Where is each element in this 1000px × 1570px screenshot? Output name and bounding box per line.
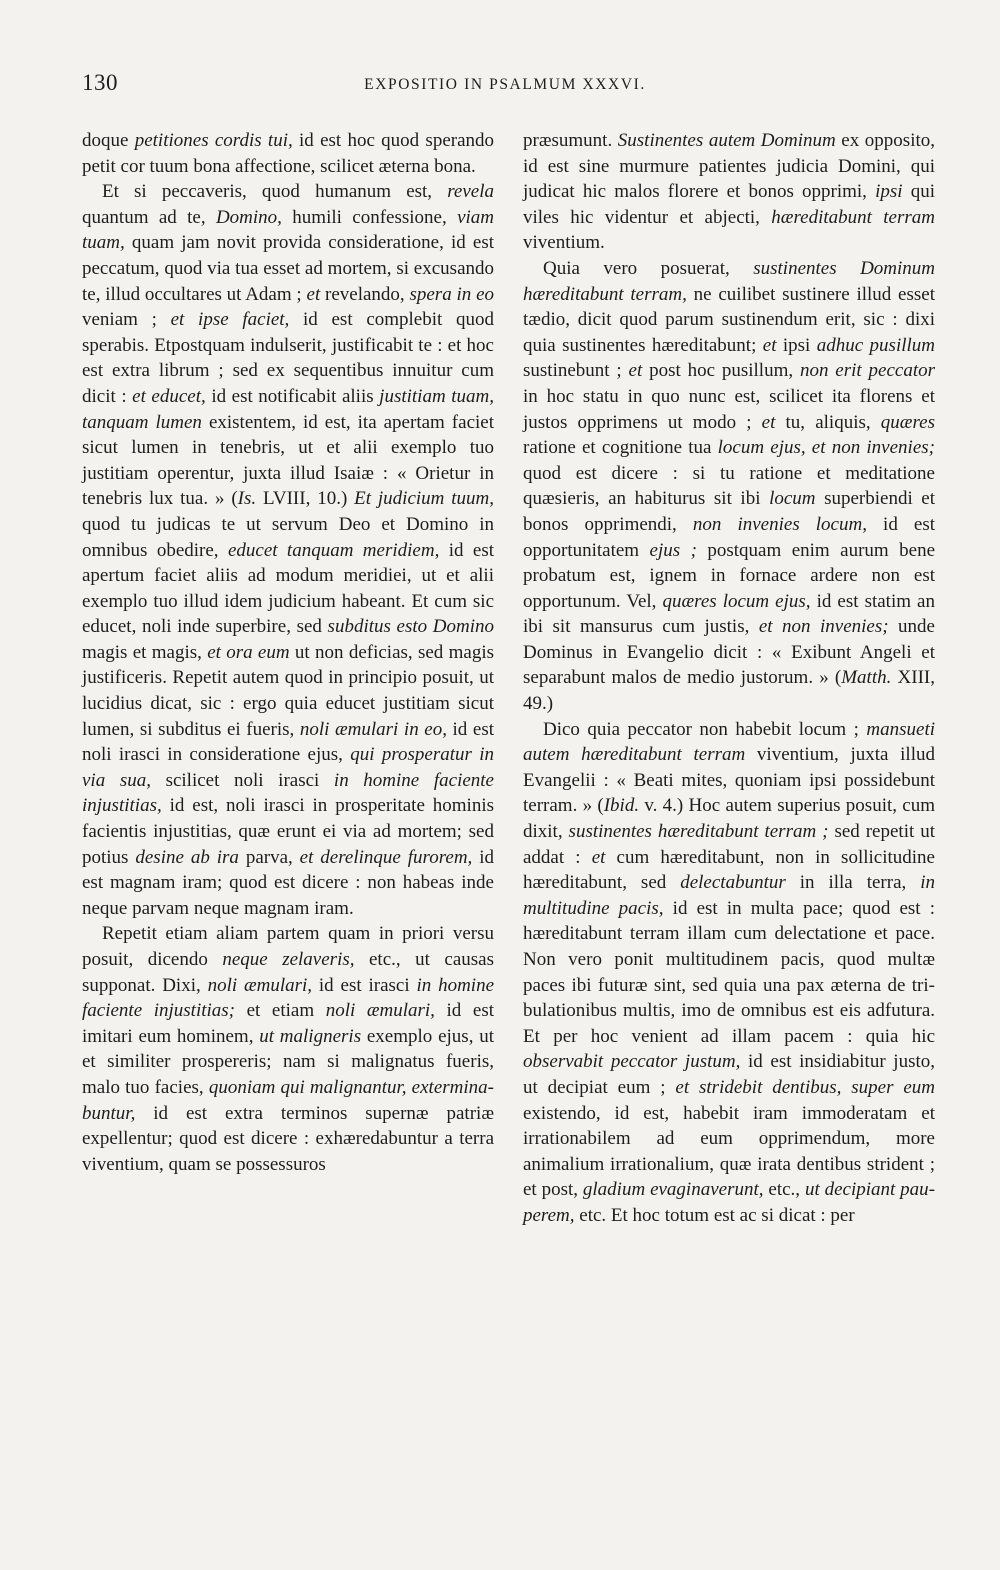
text-run: ne cuilibet sustinere illud esset tædio, dicit quod parum sustinendum erit, sic : dixi quia sustinentes hæreditabunt;	[523, 283, 935, 356]
left-column	[82, 128, 494, 1177]
italic-text: delectabuntur	[680, 872, 786, 894]
italic-text: Domino,	[215, 206, 282, 228]
text-run: tu, aliquis,	[775, 411, 881, 433]
text-run: quam jam novit provida consideratione, id est peccatum, quod via tua esset ad mortem, si excusando te, illud occultares ut Adam ;	[82, 232, 494, 305]
text-run: XIII, 49.)	[523, 667, 935, 715]
italic-text: observabit peccator justum,	[523, 1051, 741, 1073]
italic-text: educet tanquam meridiem,	[227, 539, 440, 561]
page-number: 130	[82, 70, 118, 95]
text-run: quod tu judicas te ut servum Deo et Domino in omnibus obedire,	[82, 513, 494, 561]
italic-text: desine ab ira	[135, 846, 239, 868]
italic-text: et ora eum	[207, 641, 290, 663]
italic-text: non erit peccator	[799, 360, 935, 382]
text-run: etc.,	[763, 1179, 805, 1201]
italic-text: in homine faciente injustitias;	[82, 974, 495, 1022]
paragraph	[523, 256, 935, 717]
italic-text: quæres locum ejus,	[662, 590, 811, 612]
italic-text: noli æmulari,	[325, 1000, 435, 1022]
italic-text: neque zelaveris,	[222, 949, 355, 970]
text-run: Repetit etiam aliam partem quam in priori versu posuit, dicendo	[82, 923, 494, 970]
running-title: EXPOSITIO IN PSALMUM XXXVI.	[364, 76, 646, 93]
text-run: cum hæreditabunt, non in sollicitudine hæreditabunt, sed	[523, 846, 935, 894]
text-run: id est notificabit aliis	[205, 385, 380, 407]
text-run: post hoc pusillum,	[642, 360, 800, 382]
text-run: humili confessione,	[281, 206, 458, 228]
italic-text: et educet,	[132, 385, 206, 407]
text-run: id est opportunitatem	[523, 513, 935, 561]
italic-text: locum	[769, 488, 816, 510]
text-run: qui viles hic videntur et abjecti,	[523, 181, 935, 228]
text-run: parva,	[238, 846, 300, 868]
text-run: Quia vero posuerat,	[543, 257, 754, 279]
text-run: quod est dicere : si tu ratione et meditatione quæsieris, an habiturus sit ibi	[523, 462, 935, 510]
italic-text: non invenies locum,	[692, 513, 867, 535]
italic-text: adhuc pusillum	[816, 334, 936, 356]
paragraph	[82, 179, 494, 921]
text-run: id est complebit quod sperabis. Etpostquam indulserit, justificabit te : et hoc est extra librum ; sed ex sequentibus innuitur cum dicit :	[82, 309, 494, 407]
italic-text: quoniam qui malignantur, exterminabuntur,	[82, 1076, 494, 1124]
paragraph	[82, 128, 494, 179]
italic-text: quæres	[880, 411, 935, 433]
italic-text: sustinentes hæreditabunt terram ;	[568, 821, 829, 843]
text-run: id est noli irasci in consideratione ejus,	[82, 718, 494, 766]
italic-text: sustinentes Dominum hæreditabunt terram,	[523, 257, 936, 305]
text-run: ipsi	[776, 334, 817, 356]
text-run: ratione et cognitione tua	[523, 437, 718, 459]
text-run: id est hoc quod sperando petit cor tuum bona affectione, scilicet æterna bona.	[82, 130, 495, 177]
italic-text: et non invenies;	[758, 616, 889, 638]
italic-text: Et judicium tuum,	[354, 488, 494, 510]
italic-text: et	[761, 411, 776, 433]
text-run: magis et magis,	[82, 641, 208, 663]
italic-text: ejus ;	[649, 539, 697, 561]
right-column	[523, 128, 935, 1229]
text-run: revelando,	[320, 283, 410, 305]
italic-text: qui prosperatur in via sua,	[82, 744, 494, 791]
text-run: viventium, juxta illud Evangelii : « Beati mites, quoniam ipsi possidebunt terram. » (	[523, 744, 935, 817]
text-run: exemplo ejus, ut et similiter prospereris; nam si malignatus fueris, malo tuo facies,	[82, 1025, 495, 1098]
text-run: Dico quia peccator non habebit locum ;	[543, 718, 867, 740]
text-run: veniam ;	[82, 309, 171, 331]
text-run: et etiam	[235, 1000, 326, 1022]
italic-text: hæreditabunt terram	[771, 206, 936, 228]
paragraph	[82, 921, 494, 1177]
italic-text: subditus esto Domino	[327, 616, 494, 638]
text-run: etc. Et hoc totum est ac si dicat : per	[574, 1204, 855, 1226]
text-run: postquam enim aurum bene probatum est, ignem in fornace ardere non est opportunum. Vel,	[523, 539, 936, 612]
paragraph	[523, 717, 935, 1229]
italic-text: locum ejus, et non invenies;	[717, 437, 935, 459]
text-run: viventium.	[523, 232, 605, 254]
italic-text: spera in eo	[409, 283, 495, 305]
text-run: in illa terra,	[785, 872, 921, 894]
text-run: id est imitari eum hominem,	[82, 1000, 494, 1047]
italic-text: revela	[447, 181, 494, 203]
text-run: id est extra terminos supernæ patriæ expellentur; quod est dicere : exhæredabuntur a terra viventium, quam se possessuros	[82, 1102, 494, 1175]
italic-text: et	[762, 334, 777, 356]
italic-text: Sustinentes autem Dominum	[617, 130, 836, 151]
italic-text: Is.	[237, 488, 257, 510]
text-run: scilicet noli irasci	[150, 769, 334, 791]
text-run: id est magnam iram; quod est dicere : non habeas inde neque parvam neque magnam iram.	[82, 846, 494, 919]
text-run: sed repetit ut addat :	[523, 821, 935, 868]
italic-text: petitiones cordis tui,	[134, 130, 293, 151]
text-run: existendo, id est, habebit iram immoderatam et irrationabilem ad eum opprimendum, more animalium irrationalium, quæ irata dentibus strident ; et post,	[523, 1102, 935, 1201]
page-header	[82, 70, 928, 110]
italic-text: in multitudine pacis,	[523, 872, 935, 919]
italic-text: et derelinque furorem,	[299, 846, 473, 868]
text-run: ut non deficias, sed magis justificeris. Repetit autem quod in principio posuit, ut lucidius dicat, sic : ergo quia educet justitiam sicut lumen, si subditus ei fueris,	[82, 641, 494, 740]
italic-text: viam tuam,	[82, 206, 494, 254]
italic-text: gladium evaginaverunt,	[582, 1179, 764, 1201]
paragraph	[523, 128, 935, 256]
text-run: etc., ut causas supponat. Dixi,	[82, 949, 494, 996]
italic-text: et ipse faciet,	[170, 309, 290, 331]
text-run: præsumunt.	[523, 130, 618, 151]
italic-text: noli æmulari,	[207, 974, 313, 996]
italic-text: et	[628, 360, 643, 382]
text-run: in hoc statu in quo nunc est, scilicet ita florens et justos opprimens ut modo ;	[523, 385, 935, 433]
italic-text: justitiam tuam, tanquam lumen	[82, 385, 494, 433]
text-run: Et si peccaveris, quod humanum est,	[102, 181, 448, 203]
text-run: id est irasci	[312, 974, 417, 996]
italic-text: et stridebit dentibus, super eum	[675, 1076, 935, 1098]
text-run: doque	[82, 130, 135, 151]
text-run: id est insidiabitur justo, ut decipiat eum ;	[523, 1051, 935, 1098]
italic-text: in homine faciente injustitias,	[82, 769, 494, 817]
text-run: v. 4.) Hoc autem superius posuit, cum dixit,	[523, 795, 935, 843]
text-run: quantum ad te,	[82, 206, 216, 228]
italic-text: mansueti autem hæreditabunt terram	[523, 718, 935, 766]
italic-text: ut maligneris	[259, 1025, 362, 1047]
italic-text: noli æmulari in eo,	[299, 718, 447, 740]
text-run: unde Dominus in Evangelio dicit : « Exibunt Angeli et separabunt malos de medio justorum. » (	[523, 616, 935, 689]
text-run: sustinebunt ;	[523, 360, 629, 382]
text-run: id est, noli irasci in prosperitate hominis facientis injustitias, quæ erunt ei via ad mortem; sed potius	[82, 795, 494, 868]
text-run: id est apertum faciet aliis ad modum meridiei, ut et alii exemplo tuo illud idem judicium habeant. Et cum sic educet, noli inde superbire, sed	[82, 539, 494, 638]
italic-text: et	[306, 283, 321, 305]
text-run: id est in multa pace; quod est : hæreditabunt terram illam cum delectatione et pace. Non vero ponit multitudinem pacis, quod multæ paces ibi futuræ sint, sed quia una pax æterna de tribulationibus multis, imo de omnibus est eis adfutura. Et per hoc venient ad illam pacem : quia hic	[523, 897, 935, 1047]
italic-text: ipsi	[875, 181, 903, 203]
text-run: ex opposito, id est sine murmure patientes judicia Domini, qui judicat hic malos florere et bonos opprimi,	[523, 130, 935, 203]
italic-text: ut decipiant pauperem,	[523, 1179, 936, 1226]
text-run: existentem, id est, ita apertam faciet sicut lumen in tenebris, ut et alii exemplo tuo justitiam operentur, juxta illud Isaiæ : « Orietur in tenebris lux tua. » (	[82, 411, 494, 510]
text-run: id est statim an ibi sit mansurus cum justis,	[523, 590, 935, 638]
text-run: LVIII, 10.)	[256, 488, 355, 510]
text-run: superbiendi et bonos opprimendi,	[523, 488, 936, 535]
italic-text: Ibid.	[603, 795, 640, 817]
italic-text: et	[591, 846, 606, 868]
italic-text: Matth.	[841, 667, 892, 689]
